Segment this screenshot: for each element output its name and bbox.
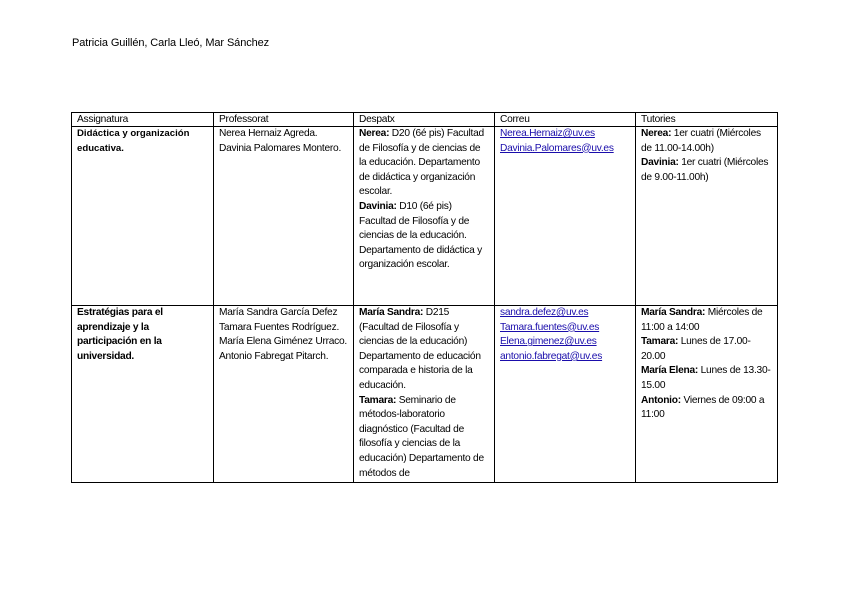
email-cell: [495, 306, 636, 483]
tutorial-schedule: 1er cuatri (Miércoles de 11.00-14.00h): [641, 128, 761, 154]
header-despatx: Despatx: [354, 113, 495, 127]
office-details: D20 (6é pis) Facultad de Filosofía y de ciencias de la educación. Departamento de didáctica y organización escolar.: [359, 128, 484, 198]
tutorial-person: María Sandra:: [641, 307, 706, 318]
tutorials-cell: [636, 306, 778, 483]
tutorial-person: María Elena:: [641, 365, 699, 377]
tutorial-schedule: Miércoles de 11:00 a 14:00: [641, 307, 763, 333]
office-person: María Sandra:: [359, 307, 424, 318]
subject-name: Didáctica y organización educativa.: [77, 128, 190, 154]
subject-name: Estratégias para el aprendizaje y la participación en la universidad.: [77, 307, 163, 362]
tutorial-schedule: Lunes de 13.30-15.00: [641, 365, 771, 391]
office-details: D10 (6é pis) Facultad de Filosofía y de ciencias de la educación. Departamento de didáctica y organización escolar.: [359, 200, 482, 271]
office-person: Davinia:: [359, 200, 397, 212]
tutorial-schedule: Lunes de 17.00-20.00: [641, 336, 751, 362]
tutorial-schedule: Viernes de 09:00 a 11:00: [641, 394, 765, 421]
email-link[interactable]: Elena.gimenez@uv.es: [500, 336, 597, 348]
teacher-name: María Elena Giménez Urraco.: [219, 336, 348, 348]
tutorial-schedule: 1er cuatri (Miércoles de 9.00-11.00h): [641, 157, 769, 183]
office-cell: [354, 306, 495, 483]
office-details: D215 (Facultad de Filosofía y ciencias de la educación) Departamento de educación comparada e historia de la educación.: [359, 307, 481, 391]
tutorials-cell: [636, 127, 778, 306]
header-assignatura: Assignatura: [72, 113, 214, 127]
tutorial-person: Davinia:: [641, 157, 679, 169]
teacher-name: Tamara Fuentes Rodríguez.: [219, 321, 340, 333]
tutorial-person: Tamara:: [641, 336, 679, 348]
table-row: [72, 127, 778, 306]
header-correu: Correu: [495, 113, 636, 127]
office-person: Tamara:: [359, 394, 397, 406]
teacher-name: Davinia Palomares Montero.: [219, 142, 342, 154]
email-link[interactable]: Nerea.Hernaiz@uv.es: [500, 128, 595, 139]
tutorias-table: [71, 112, 778, 483]
email-cell: [495, 127, 636, 306]
tutorial-person: Antonio:: [641, 394, 681, 406]
office-cell: [354, 127, 495, 306]
tutorial-person: Nerea:: [641, 128, 672, 139]
subject-cell: [72, 127, 214, 306]
office-person: Nerea:: [359, 128, 390, 139]
subject-cell: [72, 306, 214, 483]
email-link[interactable]: sandra.defez@uv.es: [500, 307, 589, 318]
table-header-row: [72, 113, 778, 127]
header-professorat: Professorat: [214, 113, 354, 127]
email-link[interactable]: antonio.fabregat@uv.es: [500, 350, 603, 362]
teacher-name: Nerea Hernaiz Agreda.: [219, 128, 318, 139]
teachers-cell: [214, 127, 354, 306]
header-tutories: Tutories: [636, 113, 778, 127]
office-details: Seminario de métodos-laboratorio diagnóstico (Facultad de filosofía y ciencias de la educación) Departamento de métodos de: [359, 394, 484, 479]
email-link[interactable]: Tamara.fuentes@uv.es: [500, 321, 600, 333]
teachers-cell: [214, 306, 354, 483]
teacher-name: María Sandra García Defez: [219, 307, 338, 318]
teacher-name: Antonio Fabregat Pitarch.: [219, 350, 329, 362]
email-link[interactable]: Davinia.Palomares@uv.es: [500, 142, 614, 154]
document-authors: Patricia Guillén, Carla Lleó, Mar Sánchez: [72, 37, 270, 49]
table-row: [72, 306, 778, 483]
